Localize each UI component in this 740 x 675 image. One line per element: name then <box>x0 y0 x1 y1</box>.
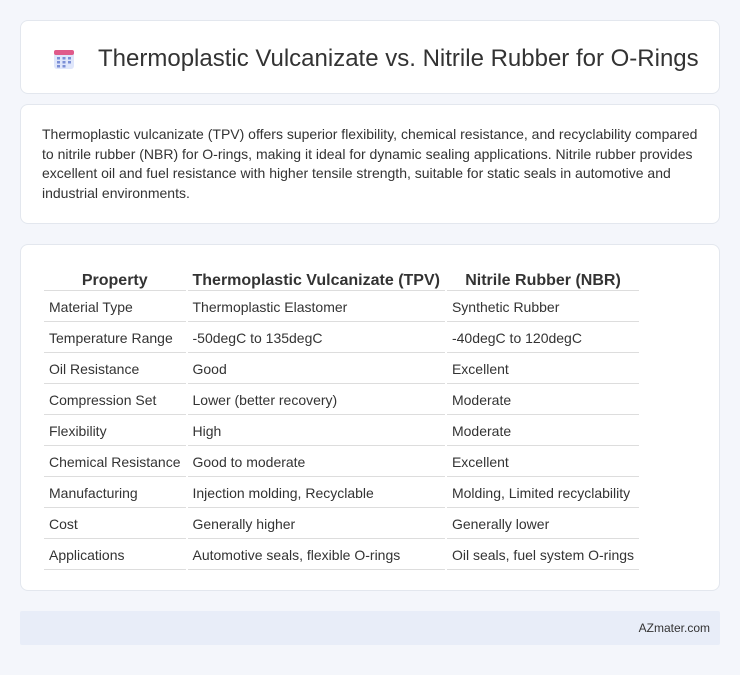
property-cell: Flexibility <box>44 417 186 446</box>
table-row <box>44 417 639 446</box>
tpv-cell: Good to moderate <box>188 448 445 477</box>
nbr-cell: Excellent <box>447 448 639 477</box>
nbr-cell: Oil seals, fuel system O-rings <box>447 541 639 570</box>
tpv-cell: Automotive seals, flexible O-rings <box>188 541 445 570</box>
table-row <box>44 293 639 322</box>
property-cell: Applications <box>44 541 186 570</box>
table-row <box>44 510 639 539</box>
table-row <box>44 355 639 384</box>
table-row <box>44 448 639 477</box>
nbr-cell: Moderate <box>447 417 639 446</box>
nbr-cell: Moderate <box>447 386 639 415</box>
table-row <box>44 386 639 415</box>
tpv-cell: Thermoplastic Elastomer <box>188 293 445 322</box>
calendar-icon <box>53 48 75 70</box>
tpv-cell: Good <box>188 355 445 384</box>
nbr-cell: Generally lower <box>447 510 639 539</box>
summary-text: Thermoplastic vulcanizate (TPV) offers superior flexibility, chemical resistance, and recyclability compared to nitrile rubber (NBR) for O-rings, making it ideal for dynamic sealing applications. Nitrile rubber provides excellent oil and fuel resistance with higher tensile strength, suitable for static seals in automotive and industrial environments. <box>42 126 698 201</box>
nbr-cell: Excellent <box>447 355 639 384</box>
footer <box>20 611 720 645</box>
property-cell: Cost <box>44 510 186 539</box>
tpv-cell: -50degC to 135degC <box>188 324 445 353</box>
header-card <box>20 20 720 94</box>
property-cell: Manufacturing <box>44 479 186 508</box>
comparison-card <box>20 244 720 591</box>
property-cell: Temperature Range <box>44 324 186 353</box>
property-cell: Material Type <box>44 293 186 322</box>
column-header-property: Property <box>44 267 186 291</box>
tpv-cell: Generally higher <box>188 510 445 539</box>
page-title: Thermoplastic Vulcanizate vs. Nitrile Rubber for O-Rings <box>98 45 699 72</box>
footer-site-link[interactable]: AZmater.com <box>638 621 710 635</box>
nbr-cell: -40degC to 120degC <box>447 324 639 353</box>
nbr-cell: Molding, Limited recyclability <box>447 479 639 508</box>
table-row <box>44 541 639 570</box>
tpv-cell: Injection molding, Recyclable <box>188 479 445 508</box>
property-cell: Oil Resistance <box>44 355 186 384</box>
table-row <box>44 324 639 353</box>
summary-card <box>20 104 720 224</box>
comparison-table <box>42 265 641 572</box>
nbr-cell: Synthetic Rubber <box>447 293 639 322</box>
tpv-cell: Lower (better recovery) <box>188 386 445 415</box>
property-cell: Chemical Resistance <box>44 448 186 477</box>
table-header-row <box>44 267 639 291</box>
table-row <box>44 479 639 508</box>
property-cell: Compression Set <box>44 386 186 415</box>
column-header-nbr: Nitrile Rubber (NBR) <box>447 267 639 291</box>
column-header-tpv: Thermoplastic Vulcanizate (TPV) <box>188 267 445 291</box>
tpv-cell: High <box>188 417 445 446</box>
